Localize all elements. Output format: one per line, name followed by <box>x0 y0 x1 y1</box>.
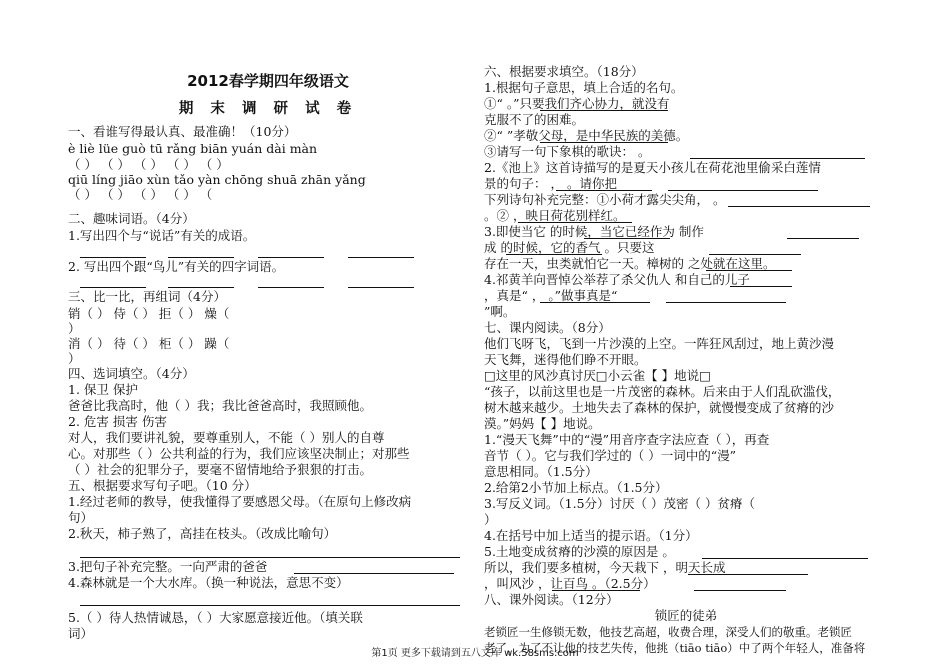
answer-line <box>80 557 460 558</box>
answer-line <box>668 190 818 191</box>
question-text: 句） <box>68 510 94 525</box>
answer-line <box>584 238 670 239</box>
question-text: 成 的时候，它的香气 。只要这 <box>484 240 655 255</box>
answer-line <box>168 257 234 258</box>
question-text: 1.“漫天飞舞”中的“漫”用音序查字法应查（ ），再查 <box>484 432 770 447</box>
word-choices: 1. 保卫 保护 <box>68 382 138 397</box>
pinyin-row: qiū líng jiāo xùn tǎo yàn chōng shuā zhān yǎng <box>68 172 366 187</box>
answer-line <box>518 222 632 223</box>
answer-line <box>258 257 324 258</box>
question-text: ，叫风沙 ，让百鸟 。（2.5分） <box>484 576 656 591</box>
question-text: 音节（ ）。它与我们学过的（ ）一词中的“漫” <box>484 448 736 463</box>
answer-line <box>80 287 146 288</box>
question-text: 2.秋天，柿子熟了，高挂在枝头。（改成比喻句） <box>68 526 337 541</box>
question-text: 3.写反义词。（1.5分）讨厌（ ）茂密（ ）贫瘠（ <box>484 496 756 511</box>
answer-line <box>552 590 640 591</box>
question-text: 5.土地变成贫瘠的沙漠的原因是 。 <box>484 544 675 559</box>
passage-title: 锁匠的徒弟 <box>654 608 718 623</box>
answer-line <box>688 574 808 575</box>
answer-line <box>540 142 668 143</box>
answer-line <box>694 590 786 591</box>
question-text: 克服不了的困难。 <box>484 112 585 127</box>
section-heading: 八、课外阅读。（12分） <box>484 592 619 607</box>
question-text: 2.《池上》这首诗描写的是夏天小孩儿在荷花池里偷采白莲情 <box>484 160 821 175</box>
answer-line <box>556 190 652 191</box>
page-footer: 第1页 更多下载请到五八文库 wk.58sms.com <box>371 648 579 659</box>
question-text: 景的句子： ， 。请你把 <box>484 176 617 191</box>
answer-line <box>706 270 792 271</box>
question-text: 意思相同。（1.5分） <box>484 464 598 479</box>
question-text: 爸爸比我高时，他（ ）我；我比爸爸高时，我照顾他。 <box>68 398 372 413</box>
passage-text: 天飞舞，迷得他们睁不开眼。 <box>484 352 647 367</box>
answer-line <box>506 254 602 255</box>
answer-line <box>709 254 801 255</box>
question-text: 5.（ ）待人热情诚恳，（ ）大家愿意接近他。（填关联 <box>68 610 363 625</box>
section-heading: 四、选词填空。（4分） <box>68 366 195 381</box>
answer-line <box>540 302 650 303</box>
word-pair-row-cont: ） <box>68 321 81 336</box>
answer-line <box>690 158 865 159</box>
question-text: 4.森林就是一个大水库。（换一种说法，意思不变） <box>68 575 349 590</box>
question-text: 3.把句子补充完整。一向严肃的爸爸 <box>68 559 268 574</box>
answer-brackets-row: （ ） （ ） （ ） （ ） （ <box>68 187 213 202</box>
question-text: ，真是“ ， 。”做事真是“ <box>484 288 618 303</box>
question-text: 2. 写出四个跟“鸟儿”有关的四字词语。 <box>68 259 285 274</box>
exam-title: 2012春学期四年级语文 <box>187 72 349 90</box>
passage-text: 老锁匠一生修锁无数，他技艺高超，收费合理，深受人们的敬重。老锁匠 <box>484 625 852 639</box>
passage-text: “孩子，以前这里也是一片茂密的森林。后来由于人们乱砍滥伐， <box>484 384 841 399</box>
word-choices: 2. 危害 损害 伤害 <box>68 414 167 429</box>
question-text: 所以，我们要多植树，今天栽下 ，明天长成 <box>484 560 726 575</box>
answer-brackets-row: （ ） （ ） （ ） （ ） （ ） <box>68 157 229 172</box>
question-text: 1.根据句子意思，填上合适的名句。 <box>484 80 684 95</box>
question-text: 心。对那些（ ）公共利益的行为，我们应该坚决制止；对那些 <box>68 446 410 461</box>
section-heading: 一、看谁写得最认真、最准确！（10分） <box>68 124 297 139</box>
answer-line <box>80 605 460 606</box>
question-text: ③请写一句下象棋的歌诀： 。 <box>484 144 651 159</box>
question-text: ①“ 。”只要我们齐心协力，就没有 <box>484 96 670 111</box>
section-heading: 六、根据要求填空。（18分） <box>484 64 644 79</box>
question-text: ”啊。 <box>484 304 516 319</box>
question-text: 4.祁黄羊向晋悼公举荐了杀父仇人 和自己的儿子 <box>484 272 750 287</box>
answer-line <box>258 287 324 288</box>
question-text: 存在一天，虫类就怕它一天。樟树的 之处就在这里。 <box>484 256 776 271</box>
question-text: 下列诗句补充完整：①小荷才露尖尖角， 。 <box>484 192 726 207</box>
answer-line <box>294 573 454 574</box>
answer-line <box>168 287 234 288</box>
question-text: 对人，我们要讲礼貌，要尊重别人，不能（ ）别人的自尊 <box>68 430 385 445</box>
passage-text: 树木越来越少。土地失去了森林的保护，就慢慢变成了贫瘠的沙 <box>484 400 835 415</box>
answer-line <box>80 257 146 258</box>
word-pair-row: 销（ ） 侍（ ） 拒（ ） 燥（ <box>68 306 230 321</box>
question-text: 3.即使当它 的时候，当它已经作为 制作 <box>484 224 704 239</box>
passage-text: 漠。”妈妈【 】地说。 <box>484 416 601 431</box>
question-text: ②“ ”孝敬父母，是中华民族的美德。 <box>484 128 689 143</box>
word-pair-row: 消（ ） 待（ ） 柜（ ） 躁（ <box>68 336 230 351</box>
answer-line <box>348 287 414 288</box>
word-pair-row-cont: ） <box>68 351 81 366</box>
section-heading: 七、课内阅读。（8分） <box>484 320 611 335</box>
question-text: 。② ，映日荷花别样红。 <box>484 208 626 223</box>
pinyin-row: è liè lüe guò tū rǎng biān yuán dài màn <box>68 141 318 156</box>
answer-line <box>787 238 859 239</box>
exam-subtitle: 期 末 调 研 试 卷 <box>178 101 358 117</box>
question-text: （ ）社会的犯罪分子，要毫不留情地给予狠狠的打击。 <box>68 462 372 477</box>
question-text: 词） <box>68 626 94 641</box>
question-text: 1.写出四个与“说话”有关的成语。 <box>68 228 256 243</box>
section-heading: 二、趣味词语。（4分） <box>68 211 195 226</box>
answer-line <box>730 286 792 287</box>
passage-text: 他们飞呀飞，飞到一片沙漠的上空。一阵狂风刮过，地上黄沙漫 <box>484 336 835 351</box>
answer-line <box>348 257 414 258</box>
passage-text: 老了，为了不让他的技艺失传，他挑（tiāo tiāo）中了两个年轻人，准备将 <box>484 641 866 655</box>
passage-text: □这里的风沙真讨厌□小云雀【 】地说□ <box>484 368 711 383</box>
answer-line <box>540 110 668 111</box>
question-text: 4.在括号中加上适当的提示语。（1分） <box>484 528 698 543</box>
answer-line <box>666 302 786 303</box>
question-text: ） <box>484 512 497 527</box>
answer-line <box>702 558 868 559</box>
question-text: 2.给第2小节加上标点。（1.5分） <box>484 480 668 495</box>
answer-line <box>728 206 870 207</box>
question-text: 1.经过老师的教导，使我懂得了要感恩父母。（在原句上修改病 <box>68 494 412 509</box>
section-heading: 三、比一比，再组词（4分） <box>68 289 226 304</box>
section-heading: 五、根据要求写句子吧。（10 分） <box>68 478 257 493</box>
